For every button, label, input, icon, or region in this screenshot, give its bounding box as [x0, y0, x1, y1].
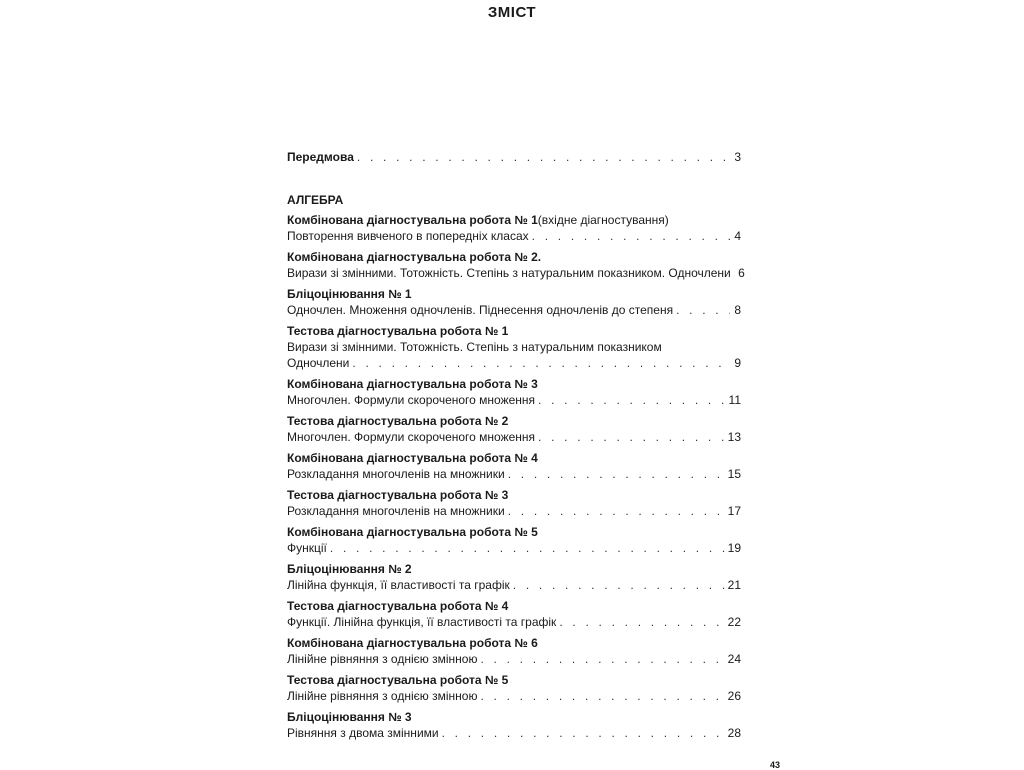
- toc-entry-heading: [287, 672, 741, 688]
- toc-entry-heading: [287, 487, 741, 503]
- toc-page-number: 24: [727, 652, 741, 666]
- toc-leader: [357, 149, 730, 165]
- toc-entry-heading-text: Тестова діагностувальна робота № 5: [287, 673, 509, 687]
- toc-entry-line: [287, 265, 745, 281]
- toc-entry-line: [287, 503, 741, 519]
- toc-page-number: 8: [734, 303, 741, 317]
- toc-entry-heading-text: Тестова діагностувальна робота № 2: [287, 414, 509, 428]
- toc-entry-heading-text: Комбінована діагностувальна робота № 5: [287, 525, 538, 539]
- toc-page-number: 19: [727, 541, 741, 555]
- toc-page-number: 4: [734, 229, 741, 243]
- toc-entry-line: [287, 355, 741, 371]
- toc-entry-line: [287, 429, 741, 445]
- toc-leader: [538, 392, 725, 408]
- toc-page-number: 9: [734, 356, 741, 370]
- toc-entry-text: Розкладання многочленів на множники: [287, 467, 505, 481]
- toc-leader: [330, 540, 725, 556]
- toc-leader: [538, 429, 725, 445]
- toc-entry-line: [287, 339, 741, 355]
- toc-entry-line: [287, 577, 741, 593]
- toc-entry-line: [287, 228, 741, 244]
- toc-preface: [287, 149, 741, 165]
- toc-entry-line: [287, 466, 741, 482]
- toc-leader: [559, 614, 724, 630]
- toc-entry-heading-text: Комбінована діагностувальна робота № 1: [287, 213, 538, 227]
- toc-entry-text: Лінійне рівняння з однією змінною: [287, 652, 478, 666]
- toc-page-number: 22: [727, 615, 741, 629]
- toc-page-number: 21: [727, 578, 741, 592]
- toc-entry-line: [287, 688, 741, 704]
- toc-entry-heading: [287, 635, 741, 651]
- toc-entry-heading: [287, 524, 741, 540]
- toc-entry-heading-text: Тестова діагностувальна робота № 1: [287, 324, 509, 338]
- toc-entry-text: Лінійне рівняння з однією змінною: [287, 689, 478, 703]
- toc-entry-heading: [287, 561, 741, 577]
- toc-page-number: 13: [727, 430, 741, 444]
- toc-entry-line: [287, 725, 741, 741]
- toc-entry-text: Функції: [287, 541, 327, 555]
- toc-leader: [532, 228, 730, 244]
- toc-entry-text: Повторення вивченого в попередніх класах: [287, 229, 529, 243]
- toc-entry-heading: [287, 249, 741, 265]
- toc-entry-heading: [287, 709, 741, 725]
- toc-entry-text: Функції. Лінійна функція, її властивості та графік: [287, 615, 557, 629]
- toc-entry-text: Розкладання многочленів на множники: [287, 504, 505, 518]
- toc-entry-line: [287, 392, 741, 408]
- toc-leader: [676, 302, 730, 318]
- toc-page-number: 17: [727, 504, 741, 518]
- toc-entry-heading: [287, 286, 741, 302]
- toc-entry-heading: [287, 376, 741, 392]
- toc-entry-text: Одночлени: [287, 356, 350, 370]
- toc-entry-heading: [287, 413, 741, 429]
- page-title: ЗМІСТ: [487, 4, 537, 21]
- section-heading: [287, 192, 741, 208]
- toc-entry-text: Рівняння з двома змінними: [287, 726, 439, 740]
- toc-entry-text: Многочлен. Формули скороченого множення: [287, 430, 536, 444]
- toc-page-number: 11: [728, 393, 741, 407]
- toc-entry-heading-text: Комбінована діагностувальна робота № 4: [287, 451, 538, 465]
- toc-entry-text: Одночлен. Множення одночленів. Піднесення одночленів до степеня: [287, 303, 674, 317]
- toc-entry-heading-text: Комбінована діагностувальна робота № 6: [287, 636, 538, 650]
- page-number: 43: [770, 760, 781, 770]
- toc-entry-text: Вирази зі змінними. Тотожність. Степінь з натуральним показником. Одночлени: [287, 266, 731, 280]
- toc-entry-heading: [287, 598, 741, 614]
- toc-page-number: 15: [727, 467, 741, 481]
- toc-entry-line: [287, 302, 741, 318]
- toc-entry-heading-text: Бліцоцінювання № 3: [287, 710, 412, 724]
- toc-entry-text: Вирази зі змінними. Тотожність. Степінь з натуральним показником: [287, 340, 662, 354]
- toc-entry-heading-text: Комбінована діагностувальна робота № 3: [287, 377, 538, 391]
- toc-entry-text: Многочлен. Формули скороченого множення: [287, 393, 536, 407]
- toc-entry-line: [287, 651, 741, 667]
- toc-page-number: 3: [734, 150, 741, 164]
- toc-leader: [442, 725, 725, 741]
- toc-entry-heading: [287, 450, 741, 466]
- toc-page-number: 26: [727, 689, 741, 703]
- toc-entry-line: [287, 540, 741, 556]
- toc-page-number: 28: [727, 726, 741, 740]
- toc-leader: [508, 503, 725, 519]
- toc-entry-heading-text: Комбінована діагностувальна робота № 2.: [287, 250, 542, 264]
- toc-leader: [480, 688, 724, 704]
- toc-entry-heading-text: Тестова діагностувальна робота № 4: [287, 599, 509, 613]
- toc-entry-heading: [287, 212, 741, 228]
- toc-leader: [480, 651, 724, 667]
- toc-leader: [508, 466, 725, 482]
- toc-entry-heading-text: Бліцоцінювання № 2: [287, 562, 412, 576]
- toc-leader: [352, 355, 730, 371]
- toc-leader: [513, 577, 725, 593]
- toc-entry-heading-text: Бліцоцінювання № 1: [287, 287, 412, 301]
- toc-page-number: 6: [738, 266, 745, 280]
- toc-entry-text: Лінійна функція, її властивості та графік: [287, 578, 510, 592]
- section-title: АЛГЕБРА: [287, 193, 344, 207]
- toc-entry-heading-text: Тестова діагностувальна робота № 3: [287, 488, 509, 502]
- toc-entry-heading-note: (вхідне діагностування): [537, 213, 669, 227]
- toc-entry-line: [287, 614, 741, 630]
- toc-preface-label: Передмова: [287, 150, 354, 164]
- toc-entry-heading: [287, 323, 741, 339]
